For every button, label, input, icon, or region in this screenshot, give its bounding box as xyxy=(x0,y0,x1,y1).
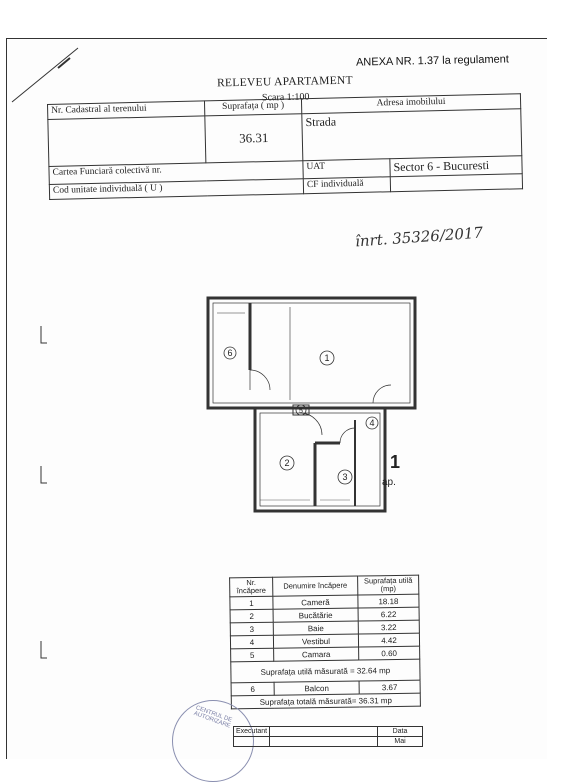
room-number-2: 2 xyxy=(284,458,290,468)
margin-mark xyxy=(40,640,48,660)
header-name: Denumire încăpere xyxy=(273,576,358,596)
info-table xyxy=(47,93,523,210)
date-label: Data xyxy=(378,727,423,737)
signature-table xyxy=(233,726,423,747)
room-number-6: 6 xyxy=(227,348,233,358)
suprafata-value: 36.31 xyxy=(205,114,303,163)
cf-individuala-label: CF individuală xyxy=(303,177,390,194)
room-number-4: 4 xyxy=(369,418,375,428)
room-number-3: 3 xyxy=(342,472,348,482)
table-row: 3 Baie 3.22 xyxy=(230,620,419,636)
table-row: 4 Vestibul 4.42 xyxy=(230,633,419,649)
uat-label: UAT xyxy=(303,159,390,179)
table-row: 2 Bucătărie 6.22 xyxy=(230,607,419,623)
uat-value: Sector 6 - Bucuresti xyxy=(390,156,522,177)
adresa-label: Adresa imobilului xyxy=(301,94,520,114)
scale-label: Scara 1:100 xyxy=(261,91,310,104)
cf-colectiva-label: Cartea Funciară colectivă nr. xyxy=(49,161,303,185)
stamp: CENTRUL DE AUTORIZARE xyxy=(172,700,254,782)
executant-label: Executant xyxy=(234,727,270,737)
table-row: 1 Cameră 18.18 xyxy=(230,594,419,610)
table-row: 5 Camara 0.60 xyxy=(231,646,420,662)
room-number-1: 1 xyxy=(324,353,330,363)
corner-mark xyxy=(10,44,80,104)
apartment-number: 1 xyxy=(390,452,401,472)
total-row: Suprafața totală măsurată= 36.31 mp xyxy=(231,693,420,709)
apartment-prefix: ap. xyxy=(382,477,396,488)
margin-mark xyxy=(40,465,48,485)
room-number-5: 5 xyxy=(299,408,303,415)
cod-unitate-label: Cod unitate individuală ( U ) xyxy=(49,179,303,200)
margin-mark xyxy=(40,325,48,345)
strada-label: Strada xyxy=(302,109,522,161)
suprafata-label: Suprafața ( mp ) xyxy=(204,99,301,116)
document-title: RELEVEU APARTAMENT xyxy=(216,74,354,90)
rooms-table xyxy=(229,575,421,710)
header-nr: Nr. încăpere xyxy=(230,577,273,597)
subtotal-row: Suprafața utilă măsurată = 32.64 mp xyxy=(231,659,420,683)
header-area: Suprafața utilă (mp) xyxy=(358,575,419,595)
table-row: 6 Balcon 3.67 xyxy=(231,680,420,696)
annex-label: ANEXA NR. 1.37 la regulament xyxy=(355,53,509,69)
nr-cadastral-label: Nr. Cadastral al terenului xyxy=(48,101,205,120)
date-month: Mai xyxy=(378,737,423,747)
handwritten-note: înrt. 35326/2017 xyxy=(354,223,484,251)
